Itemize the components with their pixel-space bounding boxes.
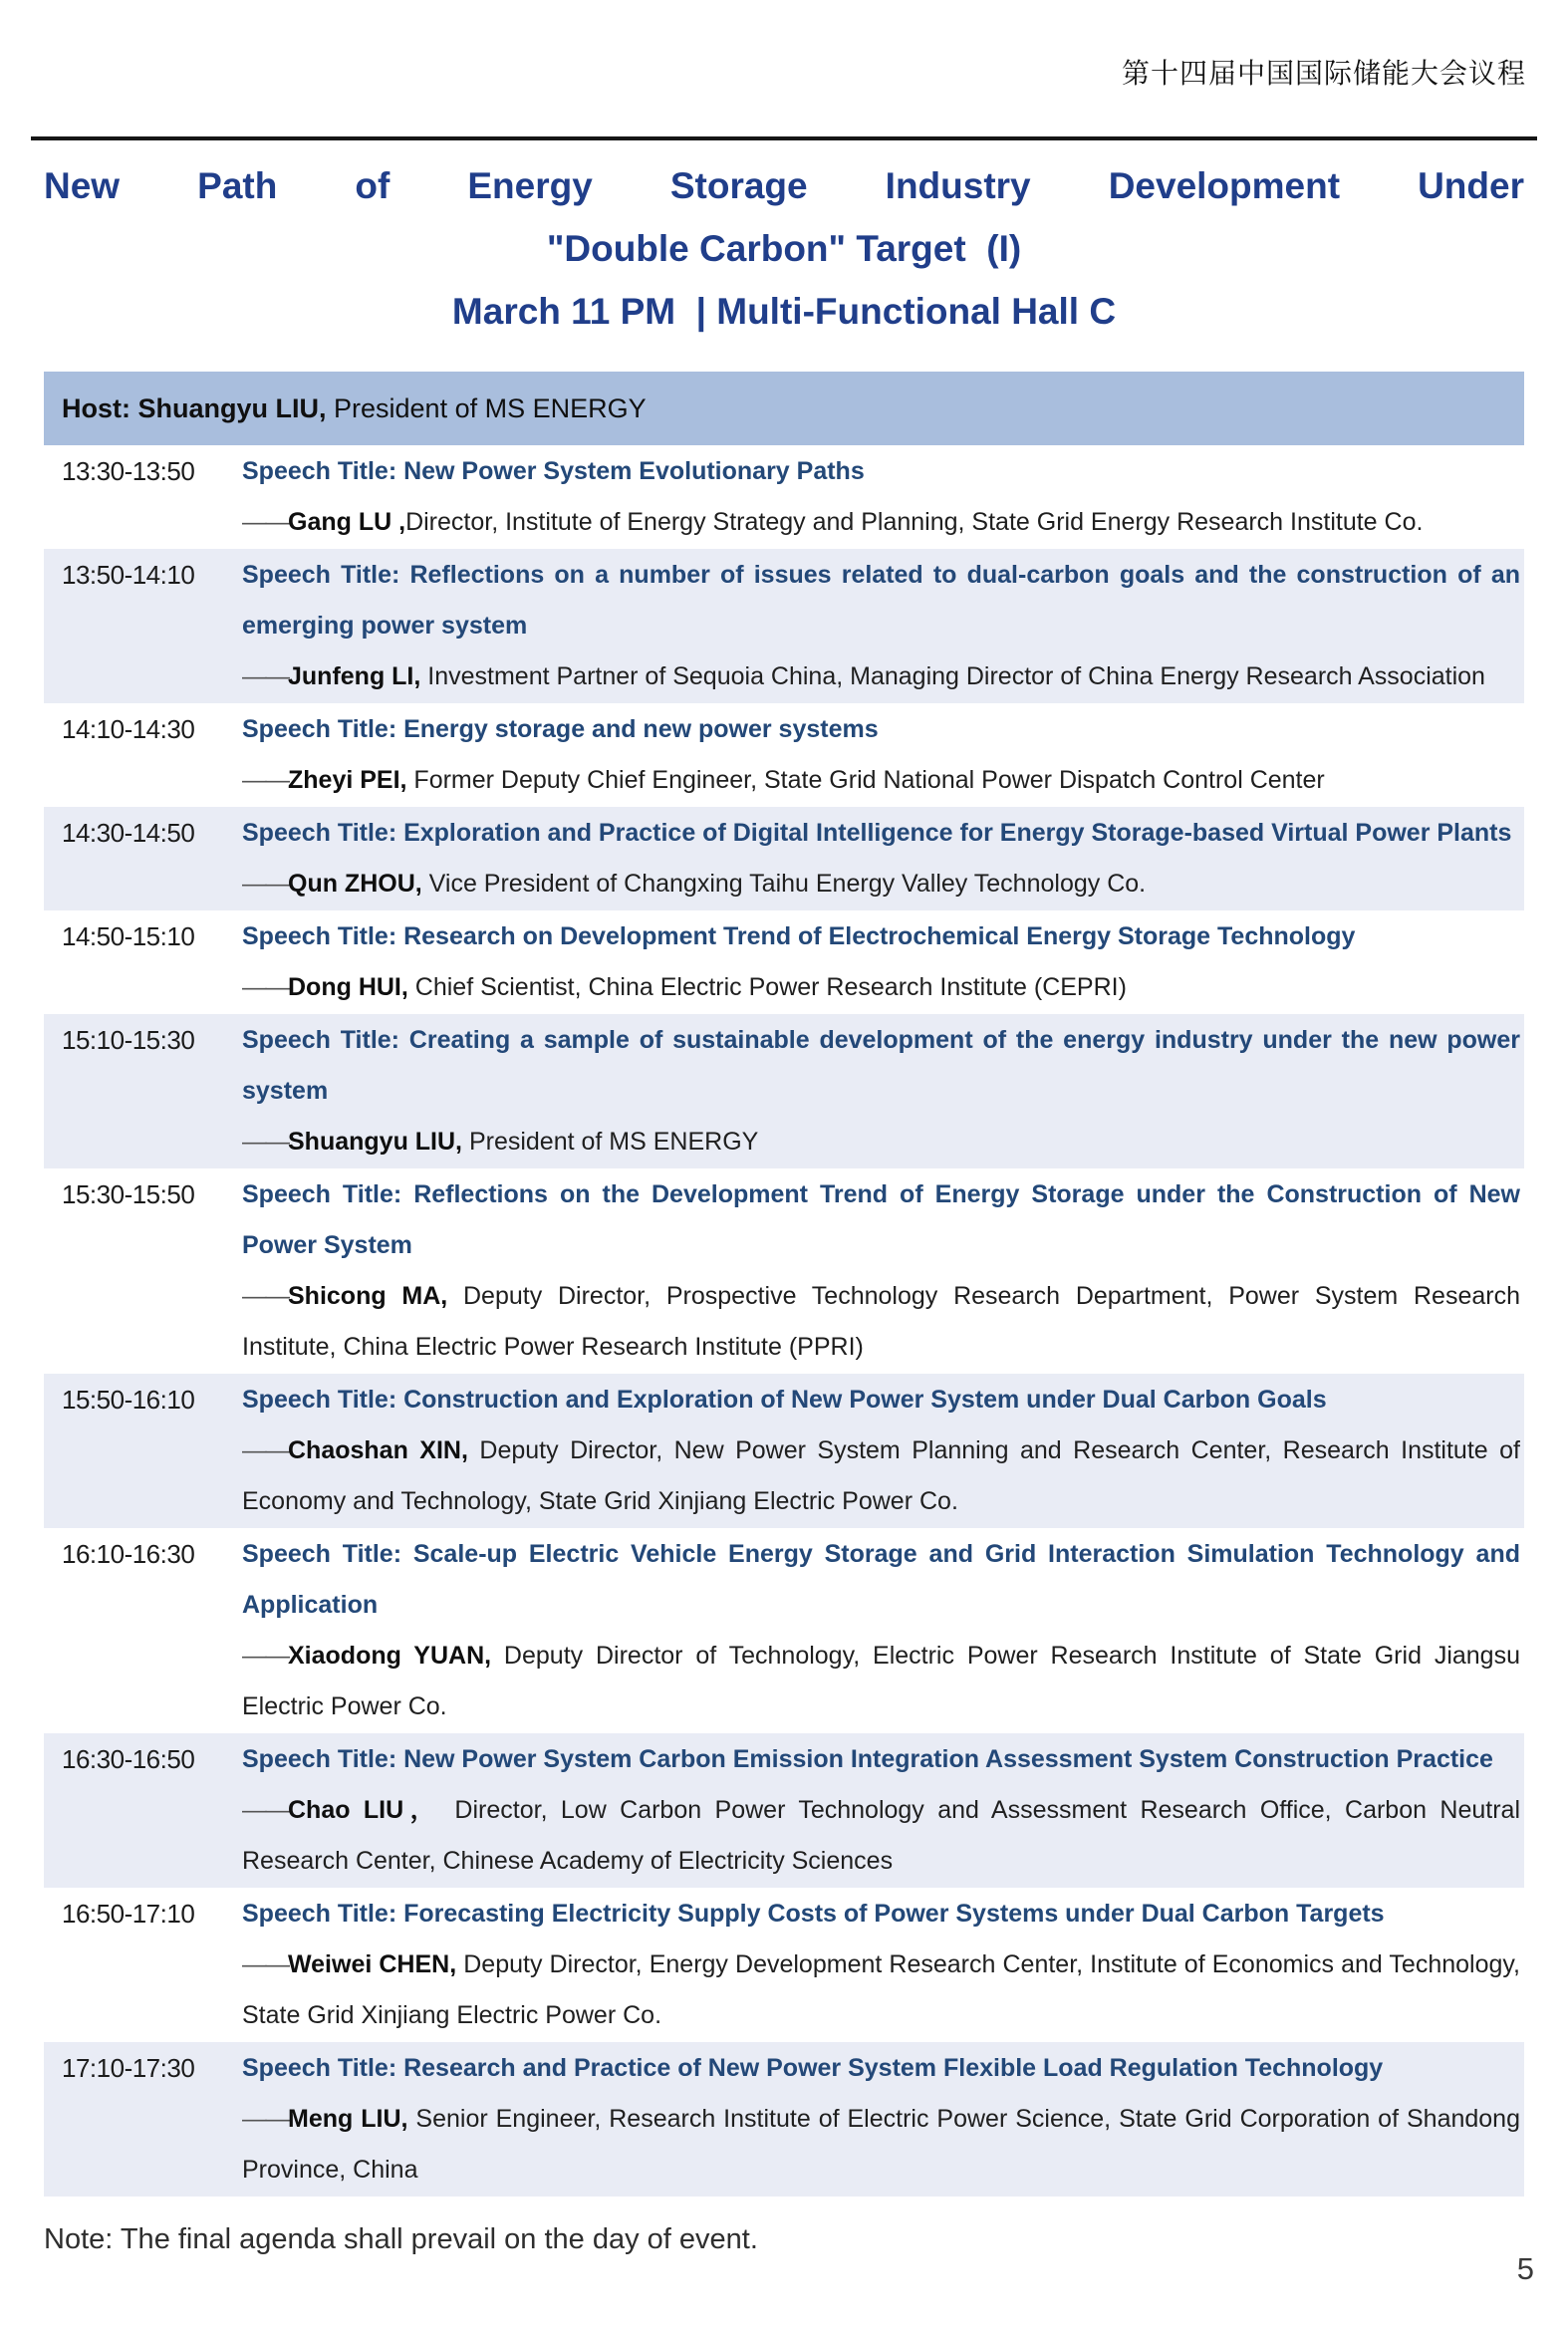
speaker-dash: —— [242, 870, 288, 898]
speaker-name: Meng LIU, [288, 2105, 408, 2133]
agenda-row [44, 1168, 1524, 1374]
session-time: 16:30-16:50 [62, 1744, 195, 1774]
agenda-table [44, 372, 1524, 2197]
speaker-dash: —— [242, 766, 288, 794]
session-content [242, 2043, 1524, 2196]
speaker-line [242, 1425, 1520, 1527]
agenda-row [44, 807, 1524, 910]
speaker-line [242, 859, 1520, 909]
session-time: 15:10-15:30 [62, 1025, 195, 1055]
page-title-line2: "Double Carbon" Target (I) [546, 228, 1022, 269]
session-content [242, 446, 1524, 548]
session-time: 13:50-14:10 [62, 560, 195, 590]
speech-title: Speech Title: Scale-up Electric Vehicle Energy Storage and Grid Interaction Simulation Technology and Application [242, 1540, 1520, 1619]
agenda-row [44, 549, 1524, 703]
speaker-desc: Vice President of Changxing Taihu Energy Valley Technology Co. [421, 870, 1147, 898]
speech-title: Speech Title: Reflections on the Development Trend of Energy Storage under the Construction of New Power System [242, 1180, 1520, 1259]
speaker-name: Junfeng LI, [288, 662, 421, 690]
speech-title: Speech Title: Forecasting Electricity Supply Costs of Power Systems under Dual Carbon Targets [242, 1900, 1385, 1928]
speaker-desc: Deputy Director, Prospective Technology Research Department, Power System Research Institute, China Electric Power Research Institute (PPRI) [242, 1282, 1520, 1361]
speaker-name: Shuangyu LIU, [288, 1128, 462, 1156]
footer-note: Note: The final agenda shall prevail on the day of event. [44, 2223, 758, 2255]
speaker-line [242, 1631, 1520, 1732]
agenda-row [44, 910, 1524, 1014]
speech-title: Speech Title: New Power System Carbon Emission Integration Assessment System Construction Practice [242, 1745, 1493, 1773]
header-divider-line [31, 136, 1537, 140]
speaker-desc: Chief Scientist, China Electric Power Research Institute (CEPRI) [407, 973, 1127, 1001]
agenda-row [44, 1374, 1524, 1528]
session-time: 14:10-14:30 [62, 714, 195, 744]
session-content [242, 1375, 1524, 1527]
session-time: 15:30-15:50 [62, 1179, 195, 1209]
speaker-desc: Director, Institute of Energy Strategy and Planning, State Grid Energy Research Institute Co. [405, 508, 1424, 536]
session-time: 13:30-13:50 [62, 456, 195, 486]
speaker-line [242, 755, 1520, 806]
speaker-line [242, 1117, 1520, 1167]
speech-title: Speech Title: Exploration and Practice of Digital Intelligence for Energy Storage-based Virtual Power Plants [242, 819, 1512, 847]
agenda-row [44, 1888, 1524, 2042]
page-title [44, 154, 1524, 343]
speaker-desc: Deputy Director, Energy Development Research Center, Institute of Economics and Technology, State Grid Xinjiang Electric Power Co. [242, 1950, 1521, 2029]
speaker-desc: Former Deputy Chief Engineer, State Grid National Power Dispatch Control Center [406, 766, 1325, 794]
session-content [242, 1015, 1524, 1167]
speaker-line [242, 962, 1520, 1013]
session-time: 17:10-17:30 [62, 2053, 195, 2083]
speech-title: Speech Title: Construction and Exploration of New Power System under Dual Carbon Goals [242, 1386, 1327, 1414]
session-content [242, 808, 1524, 909]
speaker-line [242, 1271, 1520, 1373]
speaker-name: Shicong MA, [288, 1282, 448, 1310]
agenda-row [44, 1528, 1524, 1733]
speaker-line [242, 651, 1520, 702]
host-name: Host: Shuangyu LIU, [62, 392, 327, 423]
speaker-name: Chao LIU， [288, 1796, 442, 1824]
speaker-line [242, 1939, 1520, 2041]
speaker-desc: Senior Engineer, Research Institute of Electric Power Science, State Grid Corporation of Shandong Province, China [242, 2105, 1520, 2184]
session-content [242, 911, 1524, 1013]
speaker-name: Weiwei CHEN, [288, 1950, 457, 1978]
session-content [242, 1734, 1524, 1887]
session-content [242, 1169, 1524, 1373]
speaker-dash: —— [242, 973, 288, 1001]
speaker-name: Zheyi PEI, [288, 766, 407, 794]
speaker-dash: —— [242, 1796, 288, 1824]
speaker-dash: —— [242, 1282, 288, 1310]
session-time: 16:50-17:10 [62, 1899, 195, 1929]
session-content [242, 1529, 1524, 1732]
agenda-row [44, 2042, 1524, 2197]
session-time: 14:50-15:10 [62, 921, 195, 951]
page-title-line3: March 11 PM | Multi-Functional Hall C [451, 291, 1117, 332]
speaker-dash: —— [242, 662, 288, 690]
speaker-desc: Investment Partner of Sequoia China, Managing Director of China Energy Research Association [420, 662, 1485, 690]
speaker-desc: Deputy Director of Technology, Electric Power Research Institute of State Grid Jiangsu Electric Power Co. [242, 1642, 1520, 1720]
speaker-name: Xiaodong YUAN, [288, 1642, 492, 1670]
agenda-rows [44, 445, 1524, 2197]
speaker-line [242, 2094, 1520, 2196]
speaker-dash: —— [242, 1950, 288, 1978]
speech-title: Speech Title: Creating a sample of sustainable development of the energy industry under the new power system [242, 1026, 1520, 1105]
session-time: 16:10-16:30 [62, 1539, 195, 1569]
session-content [242, 550, 1524, 702]
speaker-name: Qun ZHOU, [288, 870, 422, 898]
speaker-desc: Deputy Director, New Power System Planning and Research Center, Research Institute of Economy and Technology, State Grid Xinjiang Electric Power Co. [242, 1436, 1520, 1515]
speaker-name: Chaoshan XIN, [288, 1436, 468, 1464]
page-title-line1: New Path of Energy Storage Industry Development Under [44, 165, 1524, 206]
speech-title: Speech Title: Energy storage and new power systems [242, 715, 879, 743]
speaker-name: Gang LU , [288, 508, 406, 536]
speech-title: Speech Title: Research and Practice of New Power System Flexible Load Regulation Technology [242, 2054, 1384, 2082]
speaker-dash: —— [242, 1436, 288, 1464]
speaker-desc: President of MS ENERGY [462, 1128, 759, 1156]
session-content [242, 1889, 1524, 2041]
speaker-dash: —— [242, 2105, 288, 2133]
agenda-row [44, 1014, 1524, 1168]
speaker-dash: —— [242, 508, 288, 536]
page-number: 5 [1516, 2251, 1534, 2286]
speaker-dash: —— [242, 1642, 288, 1670]
speaker-dash: —— [242, 1128, 288, 1156]
agenda-row [44, 1733, 1524, 1888]
speech-title: Speech Title: Research on Development Trend of Electrochemical Energy Storage Technology [242, 922, 1356, 950]
speaker-name: Dong HUI, [288, 973, 408, 1001]
speaker-line [242, 1785, 1520, 1887]
host-bar [44, 372, 1524, 445]
speech-title: Speech Title: Reflections on a number of issues related to dual-carbon goals and the construction of an emerging power system [242, 561, 1520, 640]
agenda-row [44, 703, 1524, 807]
speech-title: Speech Title: New Power System Evolutionary Paths [242, 457, 865, 485]
speaker-desc: Director, Low Carbon Power Technology and Assessment Research Office, Carbon Neutral Research Center, Chinese Academy of Electricity Sciences [242, 1796, 1520, 1875]
session-time: 14:30-14:50 [62, 818, 195, 848]
session-time: 15:50-16:10 [62, 1385, 195, 1415]
host-title: President of MS ENERGY [326, 392, 647, 423]
agenda-row [44, 445, 1524, 549]
session-content [242, 704, 1524, 806]
speaker-line [242, 497, 1520, 548]
conference-agenda-cn-header: 第十四届中国国际储能大会议程 [1121, 58, 1526, 89]
